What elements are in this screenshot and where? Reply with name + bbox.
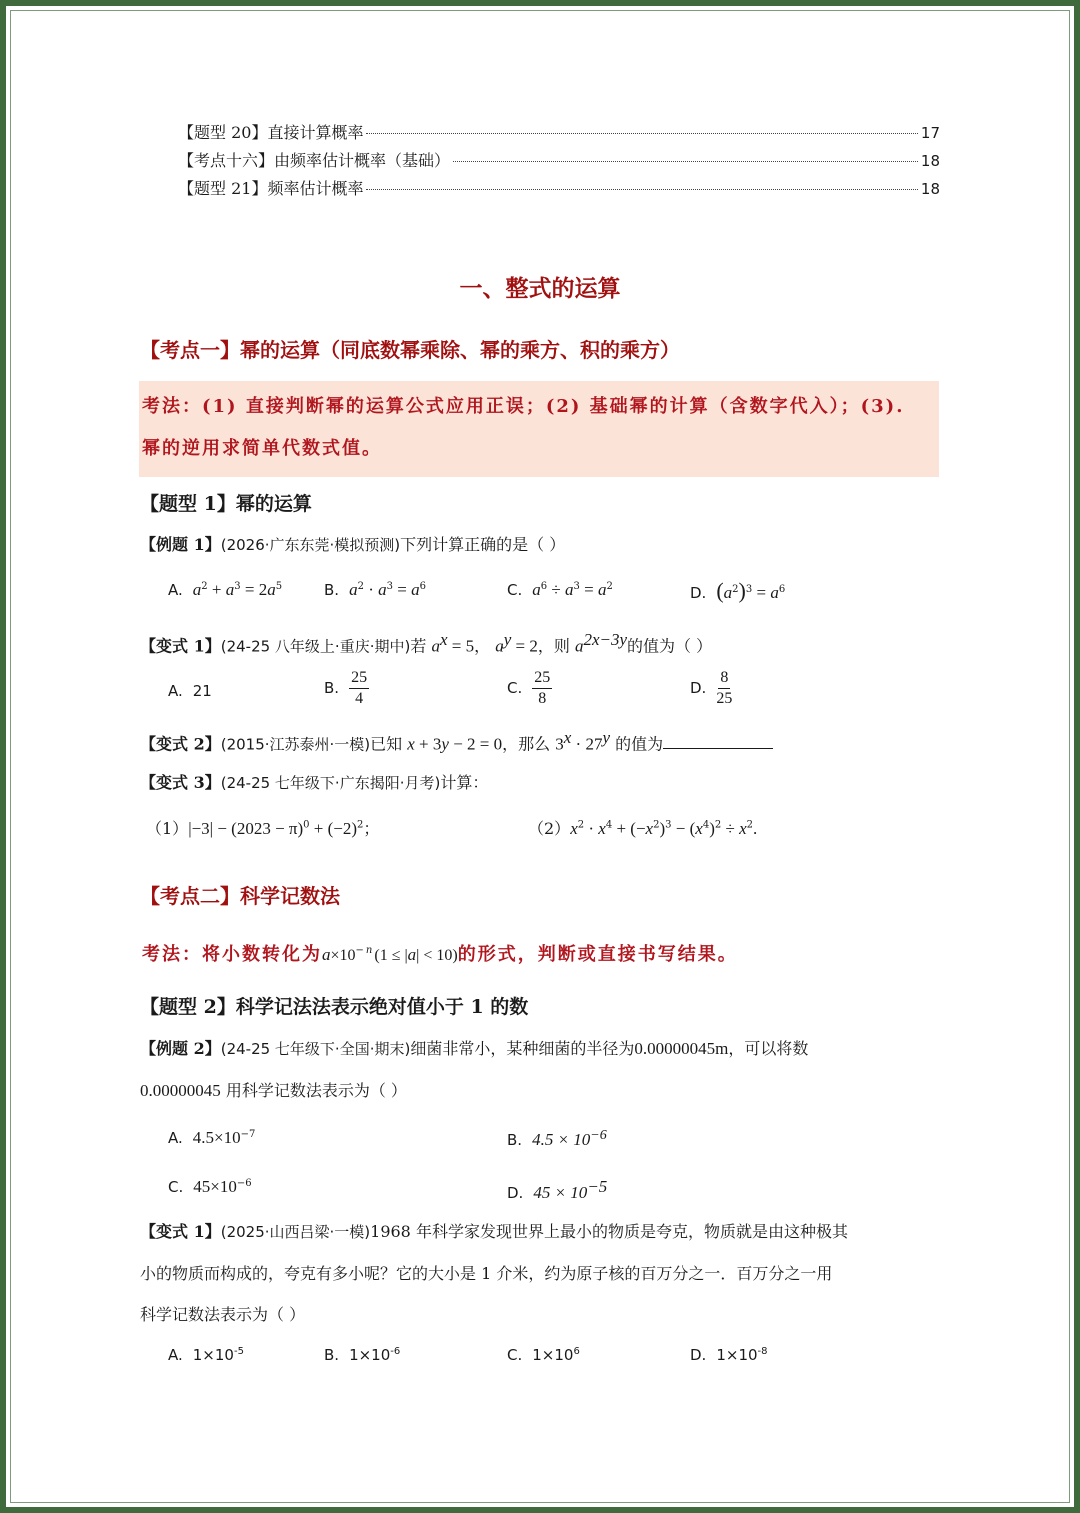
toc-page: 18 [920,180,940,198]
denominator: 4 [355,690,364,707]
option-c[interactable] [507,668,552,709]
option-exponent: -5 [233,1346,244,1357]
stem-text: 的值为 [615,734,664,754]
example-source: (24-25 七年级下·全国·期末) [220,1040,411,1058]
option-letter: D. [507,1184,524,1202]
variant-label: 【变式 1】 [140,1222,221,1241]
variant-source: (2025·山西吕梁·一模) [220,1223,371,1241]
option-c[interactable] [507,1346,580,1364]
option-value: 1×10 [716,1346,758,1364]
stem-text: ，则 [537,636,570,656]
option-letter: D. [690,584,707,602]
option-exponent: -8 [757,1346,768,1357]
option-letter: C. [507,678,523,697]
stem-text: 已知 [370,734,403,754]
option-b[interactable]: B. $a^2 \cdot a^3 = a^6$ [324,580,426,599]
option-b[interactable] [324,1346,400,1364]
option-letter: C. [507,581,523,599]
stem-text: ， [474,636,491,656]
option-letter: B. [324,678,340,697]
option-value: 1×10 [349,1346,391,1364]
option-a[interactable] [168,682,212,700]
variant-2-1-stem [140,1219,848,1242]
variant-2-1-line-2: 小的物质而构成的，夸克有多小呢？它的大小是 1 介米，约为原子核的百万分之一．百万分之一用 [140,1264,833,1283]
option-c[interactable]: C. $45\times 10^{-6}$ [168,1177,252,1196]
denominator: 8 [538,690,547,707]
toc-leader [366,133,917,134]
variant-label: 【变式 1】 [140,636,221,656]
variant-label: 【变式 2】 [140,734,221,754]
option-letter: B. [324,581,340,599]
kaodian-1-title: 【考点一】幂的运算（同底数幂乘除、幂的乘方、积的乘方） [140,338,680,362]
option-letter: A. [168,1129,183,1147]
stem-text: 的值为（ ） [627,636,713,656]
option-letter: C. [507,1346,523,1364]
option-d[interactable] [690,668,732,709]
section-title: 一、整式的运算 [459,275,621,302]
variant-3-part-1: $(1)|-3| - (2023 - \pi)^0 + (-2)^2$； [146,819,380,838]
toc-label: 【考点十六】由频率估计概率（基础） [178,151,451,170]
tixing-1-title: 【题型 1】幂的运算 [140,493,312,515]
method-2: 考法：将小数转化为$a\times 10^{-n}(1 \le |a| < 10)$的形式，判断或直接书写结果。 [142,944,738,965]
numerator: 8 [718,668,730,689]
toc-page: 18 [920,152,940,170]
option-letter: C. [168,1178,184,1196]
example-source: (2026·广东东莞·模拟预测) [220,536,401,554]
variant-source: (24-25 七年级下·广东揭阳·月考) [220,774,441,792]
variant-label: 【变式 3】 [140,773,221,792]
variant-source: (2015·江苏泰州·一模) [220,735,371,754]
example-label: 【例题 2】 [140,1039,221,1058]
option-exponent: 6 [573,1346,580,1357]
variant-3-stem [140,770,488,793]
stem-text: 用科学记数法表示为（ ） [225,1081,407,1100]
option-a[interactable]: A. $4.5\times 10^{-7}$ [168,1128,256,1147]
number-value: 0.00000045 [140,1081,221,1100]
stem-text: 计算： [440,773,489,792]
example-2-stem [140,1036,808,1059]
numerator: 25 [349,668,369,689]
example-2-stem-line-2 [140,1078,407,1101]
stem-text: 1968 年科学家发现世界上最小的物质是夸克，物质就是由这种极其 [370,1222,848,1241]
variant-3-part-2: $(2)x^2 \cdot x^4 + (-x^2)^3 - (x^4)^2 \div x^2$. [528,819,758,838]
option-letter: D. [690,1346,707,1364]
stem-text: ，那么 [502,734,551,754]
stem-text: 细菌非常小，某种细菌的半径为 [410,1039,635,1058]
option-d[interactable]: D. $(a^2)^3 = a^6$ [690,578,786,603]
toc-entry[interactable] [178,148,940,170]
method-text: 的形式，判断或直接书写结果。 [457,944,738,965]
numerator: 25 [532,668,552,689]
variant-2-stem: 【变式 2】(2015·江苏泰州·一模)已知 x + 3y − 2 = 0，那么 $3^x \cdot 27^y$ 的值为 [140,728,773,754]
option-letter: A. [168,682,183,700]
option-letter: A. [168,1346,183,1364]
option-a[interactable] [168,1346,244,1364]
option-letter: A. [168,581,183,599]
toc-label: 【题型 21】频率估计概率 [178,179,364,198]
option-value: 1×10 [532,1346,574,1364]
option-a[interactable]: A. $a^2 + a^3 = 2a^5$ [168,580,283,599]
option-letter: B. [324,1346,340,1364]
toc-entry[interactable] [178,176,940,198]
radius-value: 0.00000045m [634,1039,729,1058]
variant-2-1-line-3: 科学记数法表示为（ ） [140,1305,306,1324]
method-1-line-2: 幂的逆用求简单代数式值。 [142,438,382,459]
variant-source: (24-25 八年级上·重庆·期中) [220,637,411,656]
method-text: 考法：将小数转化为 [142,944,322,965]
toc-page: 17 [920,124,940,142]
toc-label: 【题型 20】直接计算概率 [178,123,364,142]
fraction [349,668,369,709]
stem-text: 若 [410,636,427,656]
option-d[interactable]: D. $45 \times 10^{-5}$ [507,1177,608,1202]
option-d[interactable] [690,1346,768,1364]
part-label: （2） [528,819,571,838]
option-letter: D. [690,678,707,697]
option-letter: B. [507,1131,523,1149]
fraction [716,668,732,709]
part-label: （1） [146,819,189,838]
answer-blank[interactable] [663,734,773,749]
toc-leader [453,161,918,162]
option-value: 1×10 [192,1346,234,1364]
option-b[interactable] [324,668,369,709]
example-label: 【例题 1】 [140,535,221,554]
example-question: 下列计算正确的是（ ） [400,535,566,554]
stem-text: ，可以将数 [728,1039,809,1058]
example-1-stem [140,532,565,555]
method-1-line-1: 考法：(1) 直接判断幂的运算公式应用正误；(2) 基础幂的计算（含数字代入）；(3). [142,396,905,417]
toc-leader [366,189,917,190]
denominator: 25 [716,690,733,707]
variant-1-stem: 【变式 1】(24-25 八年级上·重庆·期中)若 $a^x = 5$， $a^y = 2$，则 $a^{2x-3y}$的值为（ ） [140,630,713,656]
option-c[interactable]: C. $a^6 \div a^3 = a^2$ [507,580,613,599]
option-b[interactable]: B. $4.5 \times 10^{-6}$ [507,1128,607,1149]
option-value: 21 [192,682,212,700]
kaodian-2-title: 【考点二】科学记数法 [140,884,340,908]
fraction [532,668,552,709]
tixing-2-title: 【题型 2】科学记法法表示绝对值小于 1 的数 [140,996,529,1018]
option-exponent: -6 [390,1346,401,1357]
toc-entry[interactable] [178,120,940,142]
